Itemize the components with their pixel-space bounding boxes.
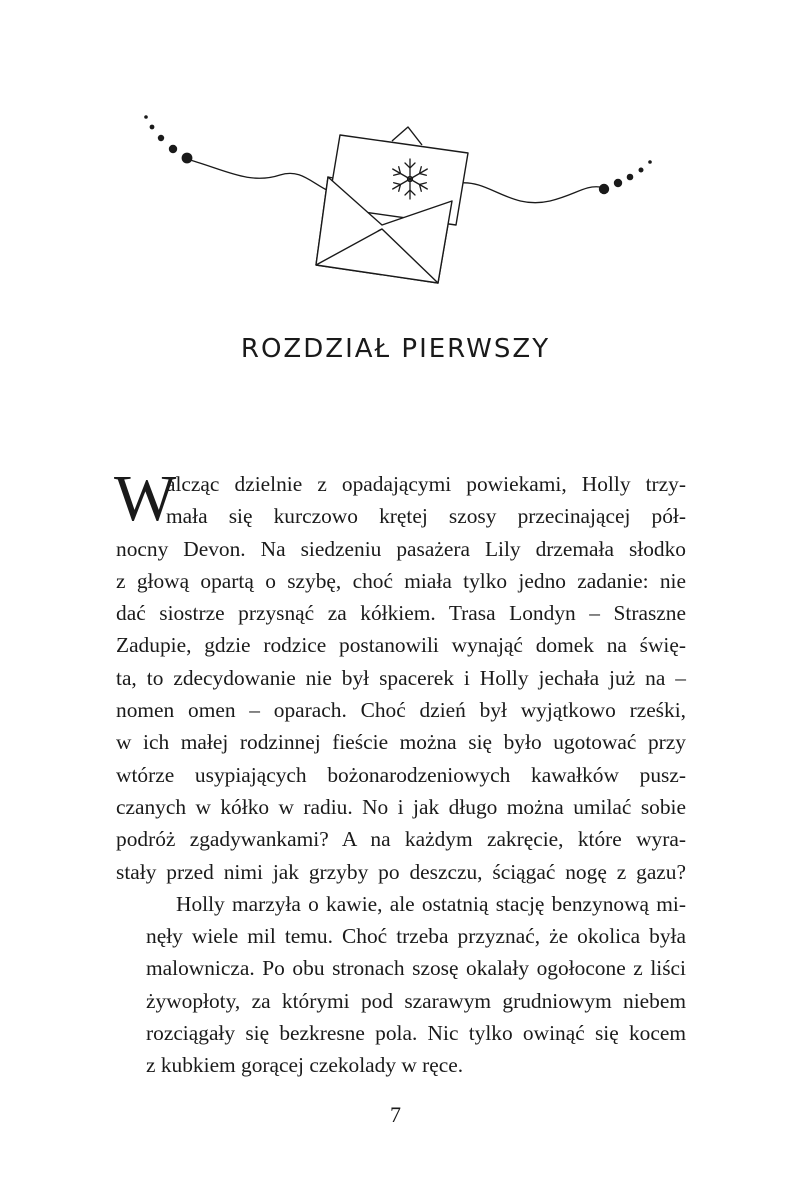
text-line: malownicza. Po obu stronach szosę okalały ogołocone z liści <box>146 956 686 981</box>
garland-dot <box>182 153 193 164</box>
garland-dot <box>599 184 609 194</box>
drop-cap: W <box>114 462 177 535</box>
garland-dot <box>150 125 155 130</box>
envelope-icon <box>316 127 468 283</box>
paragraph-2 <box>116 888 686 1082</box>
garland-dot <box>627 174 634 181</box>
garland-dot <box>648 160 652 164</box>
envelope-snowflake-ornament-icon <box>130 105 670 295</box>
page-number: 7 <box>390 1102 401 1127</box>
text-line: z kubkiem gorącej czekolady w ręce. <box>146 1053 464 1078</box>
text-line: Holly marzyła o kawie, ale ostatnią stację benzynową mi- <box>176 891 686 916</box>
text-line: nomen omen – oparach. Choć dzień był wyjątkowo rześki, <box>116 698 686 723</box>
garland-dot <box>144 115 148 119</box>
text-line: z głową opartą o szybę, choć miała tylko jedno zadanie: nie <box>116 568 686 593</box>
text-line: podróż zgadywankami? A na każdym zakręcie, które wyra- <box>116 827 686 852</box>
text-line: rozciągały się bezkresne pola. Nic tylko owinąć się kocem <box>146 1021 686 1046</box>
garland-string <box>190 160 345 197</box>
text-line: nocny Devon. Na siedzeniu pasażera Lily drzemała słodko <box>116 536 686 561</box>
garland-dot <box>158 135 164 141</box>
text-line: wtórze usypiających bożonarodzeniowych kawałków pusz- <box>116 762 686 787</box>
text-line: dać siostrze przysnąć za kółkiem. Trasa Londyn – Straszne <box>116 601 686 626</box>
text-line: nęły wiele mil temu. Choć trzeba przyznać, że okolica była <box>146 924 686 949</box>
text-line: w ich małej rodzinnej fieście można się było ugotować przy <box>116 730 686 755</box>
text-line: mała się kurczowo krętej szosy przecinającej pół- <box>166 504 686 529</box>
text-line: stały przed nimi jak grzyby po deszczu, ściągać nogę z gazu? <box>116 859 686 884</box>
text-line: alcząc dzielnie z opadającymi powiekami, Holly trzy- <box>166 472 686 496</box>
text-line: żywopłoty, za którymi pod szarawym grudniowym niebem <box>146 988 686 1013</box>
chapter-title: ROZDZIAŁ PIERWSZY <box>240 334 551 364</box>
body-text <box>114 462 686 1082</box>
garland-dot <box>169 145 177 153</box>
garland-string <box>460 183 600 203</box>
garland-dot <box>639 168 644 173</box>
paragraph-1 <box>114 462 686 888</box>
text-line: ta, to zdecydowanie nie był spacerek i Holly jechała już na – <box>116 665 686 690</box>
text-line: Zadupie, gdzie rodzice postanowili wynająć domek na świę- <box>116 633 686 658</box>
text-line: czanych w kółko w radiu. No i jak długo można umilać sobie <box>116 794 686 819</box>
garland-dot <box>614 179 622 187</box>
